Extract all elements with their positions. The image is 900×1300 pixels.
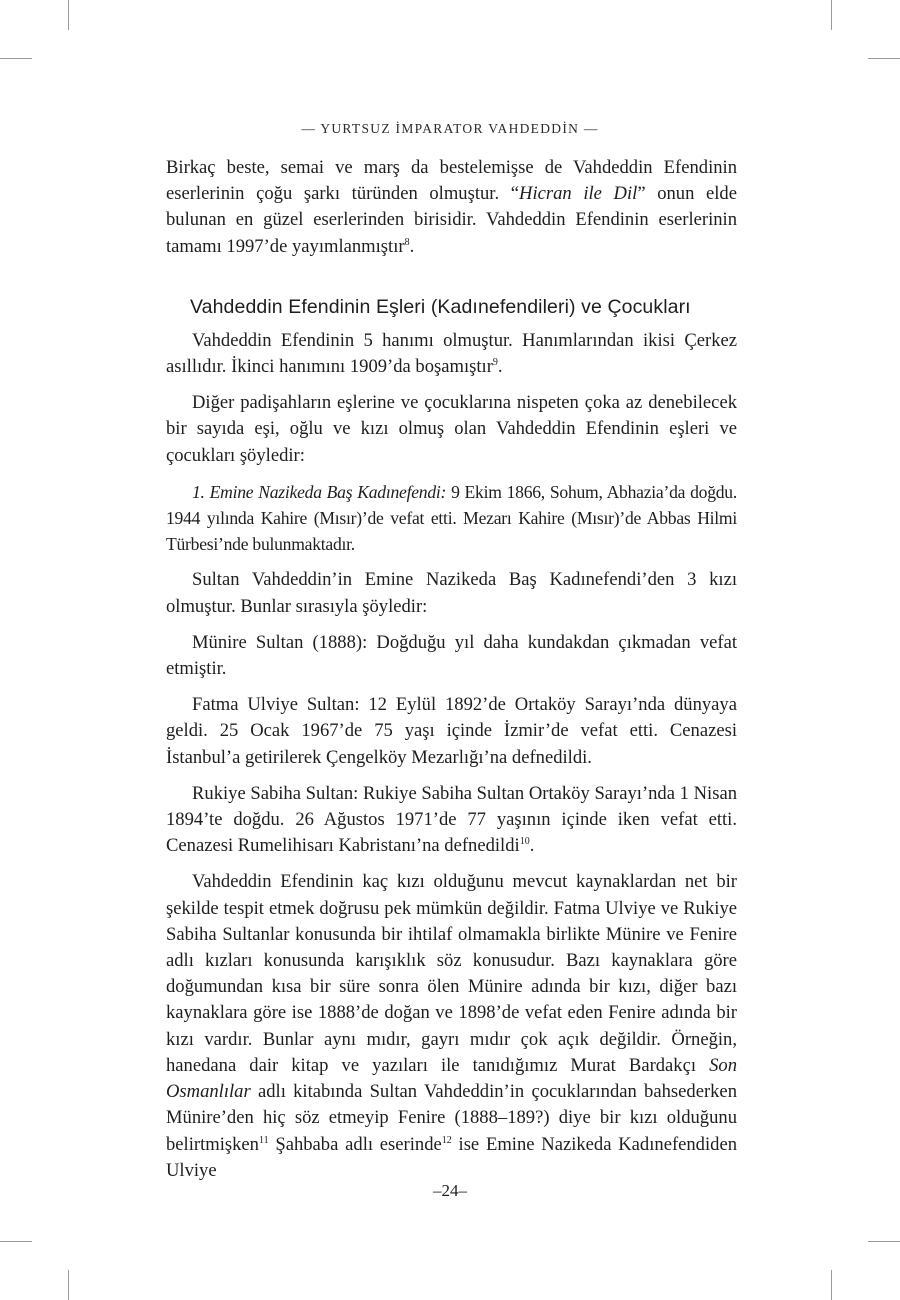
footnote-ref: 12 [441, 1134, 452, 1146]
crop-mark [0, 1241, 32, 1242]
crop-mark [868, 1241, 900, 1242]
paragraph-daughters-intro: Sultan Vahdeddin’in Emine Nazikeda Baş Kadınefendi’den 3 kızı olmuştur. Bunlar sırasıyla şöyledir: [166, 569, 737, 617]
section-heading: Vahdeddin Efendinin Eşleri (Kadınefendileri) ve Çocukları [190, 295, 691, 318]
footnote-ref: 11 [258, 1134, 269, 1146]
crop-mark [68, 1270, 69, 1300]
text-run: Vahdeddin Efendinin 5 hanımı olmuştur. Hanımlarından ikisi Çerkez asıllıdır. İkinci hanımını 1909’da boşamıştır [166, 329, 737, 378]
text-run: adlı kitabında Sultan Vahdeddin’in çocuklarından bahsederken Münire’den hiç söz etmeyip Fenire (1888–189?) diye bir kızı olduğunu belirtmişken [166, 1081, 737, 1155]
text-run: . [529, 835, 535, 857]
crop-mark [831, 0, 832, 30]
paragraph-emine-nazikeda [166, 479, 737, 558]
paragraph-fatma-ulviye-sultan: Fatma Ulviye Sultan: 12 Eylül 1892’de Ortaköy Sarayı’nda dünyaya geldi. 25 Ocak 1967’de 75 yaşı içinde İzmir’de vefat etti. Cenazesi İstanbul’a getirilerek Çengelköy Mezarlığı’na defnedildi. [166, 694, 737, 768]
page-number: –24– [433, 1181, 467, 1200]
paragraph-compositions [166, 155, 737, 260]
text-run: Rukiye Sabiha Sultan: Rukiye Sabiha Sultan Ortaköy Sarayı’nda 1 Nisan 1894’te doğdu. 26 Ağustos 1971’de 77 yaşının içinde iken vefat etti. Cenazesi Rumelihisarı Kabristanı’na defnedildi [166, 782, 737, 857]
footnote-ref: 9 [492, 357, 498, 369]
text-run: Birkaç beste, semai ve marş da bestelemişse de Vahdeddin Efendinin eserlerinin çoğu şarkı türünden olmuştur. “ [166, 157, 737, 205]
work-title: Hicran ile Dil [519, 183, 638, 205]
text-run: . [497, 356, 503, 378]
paragraph-intro-list: Diğer padişahların eşlerine ve çocuklarına nispeten çoka az denebilecek bir sayıda eşi, oğlu ve kızı olmuş olan Vahdeddin Efendinin eşleri ve çocukları şöyledir: [166, 392, 737, 466]
crop-mark [0, 58, 32, 59]
crop-mark [68, 0, 69, 30]
paragraph-wives [166, 328, 737, 380]
text-run: Şahbaba adlı eserinde [268, 1133, 442, 1155]
book-title: Son Osmanlılar [166, 1054, 737, 1103]
list-entry-title: 1. Emine Nazikeda Baş Kadınefendi: [192, 481, 447, 502]
text-run: 9 Ekim 1866, Sohum, Abhazia’da doğdu. 1944 yılında Kahire (Mısır)’de vefat etti. Mezarı Kahire (Mısır)’de Abbas Hilmi Türbesi’nde bulunmaktadır. [166, 481, 737, 555]
running-head: — YURTSUZ İMPARATOR VAHDEDDİN — [301, 121, 599, 136]
crop-mark [868, 58, 900, 59]
text-run: ise Emine Nazikeda Kadınefendiden Ulviye [166, 1133, 737, 1181]
text-run: ” onun elde bulunan en güzel eserlerinden birisidir. Vahdeddin Efendinin eserlerinin tamamı 1997’de yayımlanmıştır [166, 183, 737, 257]
paragraph-daughters-discussion [166, 869, 737, 1183]
footnote-ref: 10 [519, 836, 530, 848]
paragraph-munire-sultan: Münire Sultan (1888): Doğduğu yıl daha kundakdan çıkmadan vefat etmiştir. [166, 631, 737, 680]
paragraph-rukiye-sabiha-sultan [166, 781, 737, 860]
footnote-ref: 8 [404, 236, 410, 248]
crop-mark [831, 1270, 832, 1300]
text-run: Vahdeddin Efendinin kaç kızı olduğunu mevcut kaynaklardan net bir şekilde tespit etmek doğrusu pek mümkün değildir. Fatma Ulviye ve Rukiye Sabiha Sultanlar konusunda bir ihtilaf olmamakla birlikte Münire ve Fenire adlı kızları konusunda karışıklık söz konusudur. Bazı kaynaklara göre doğumundan kısa bir süre sonra ölen Münire adında bir kızı, diğer bazı kaynaklara göre ise 1888’de doğan ve 1898’de vefat eden Fenire adında bir kızı vardır. Bunlar aynı mıdır, gayrı mıdır çok açık değildir. Örneğin, hanedana dair kitap ve yazıları ile tanıdığımız Murat Bardakçı [166, 871, 737, 1076]
page-body [166, 155, 737, 1194]
text-run: . [409, 235, 415, 257]
